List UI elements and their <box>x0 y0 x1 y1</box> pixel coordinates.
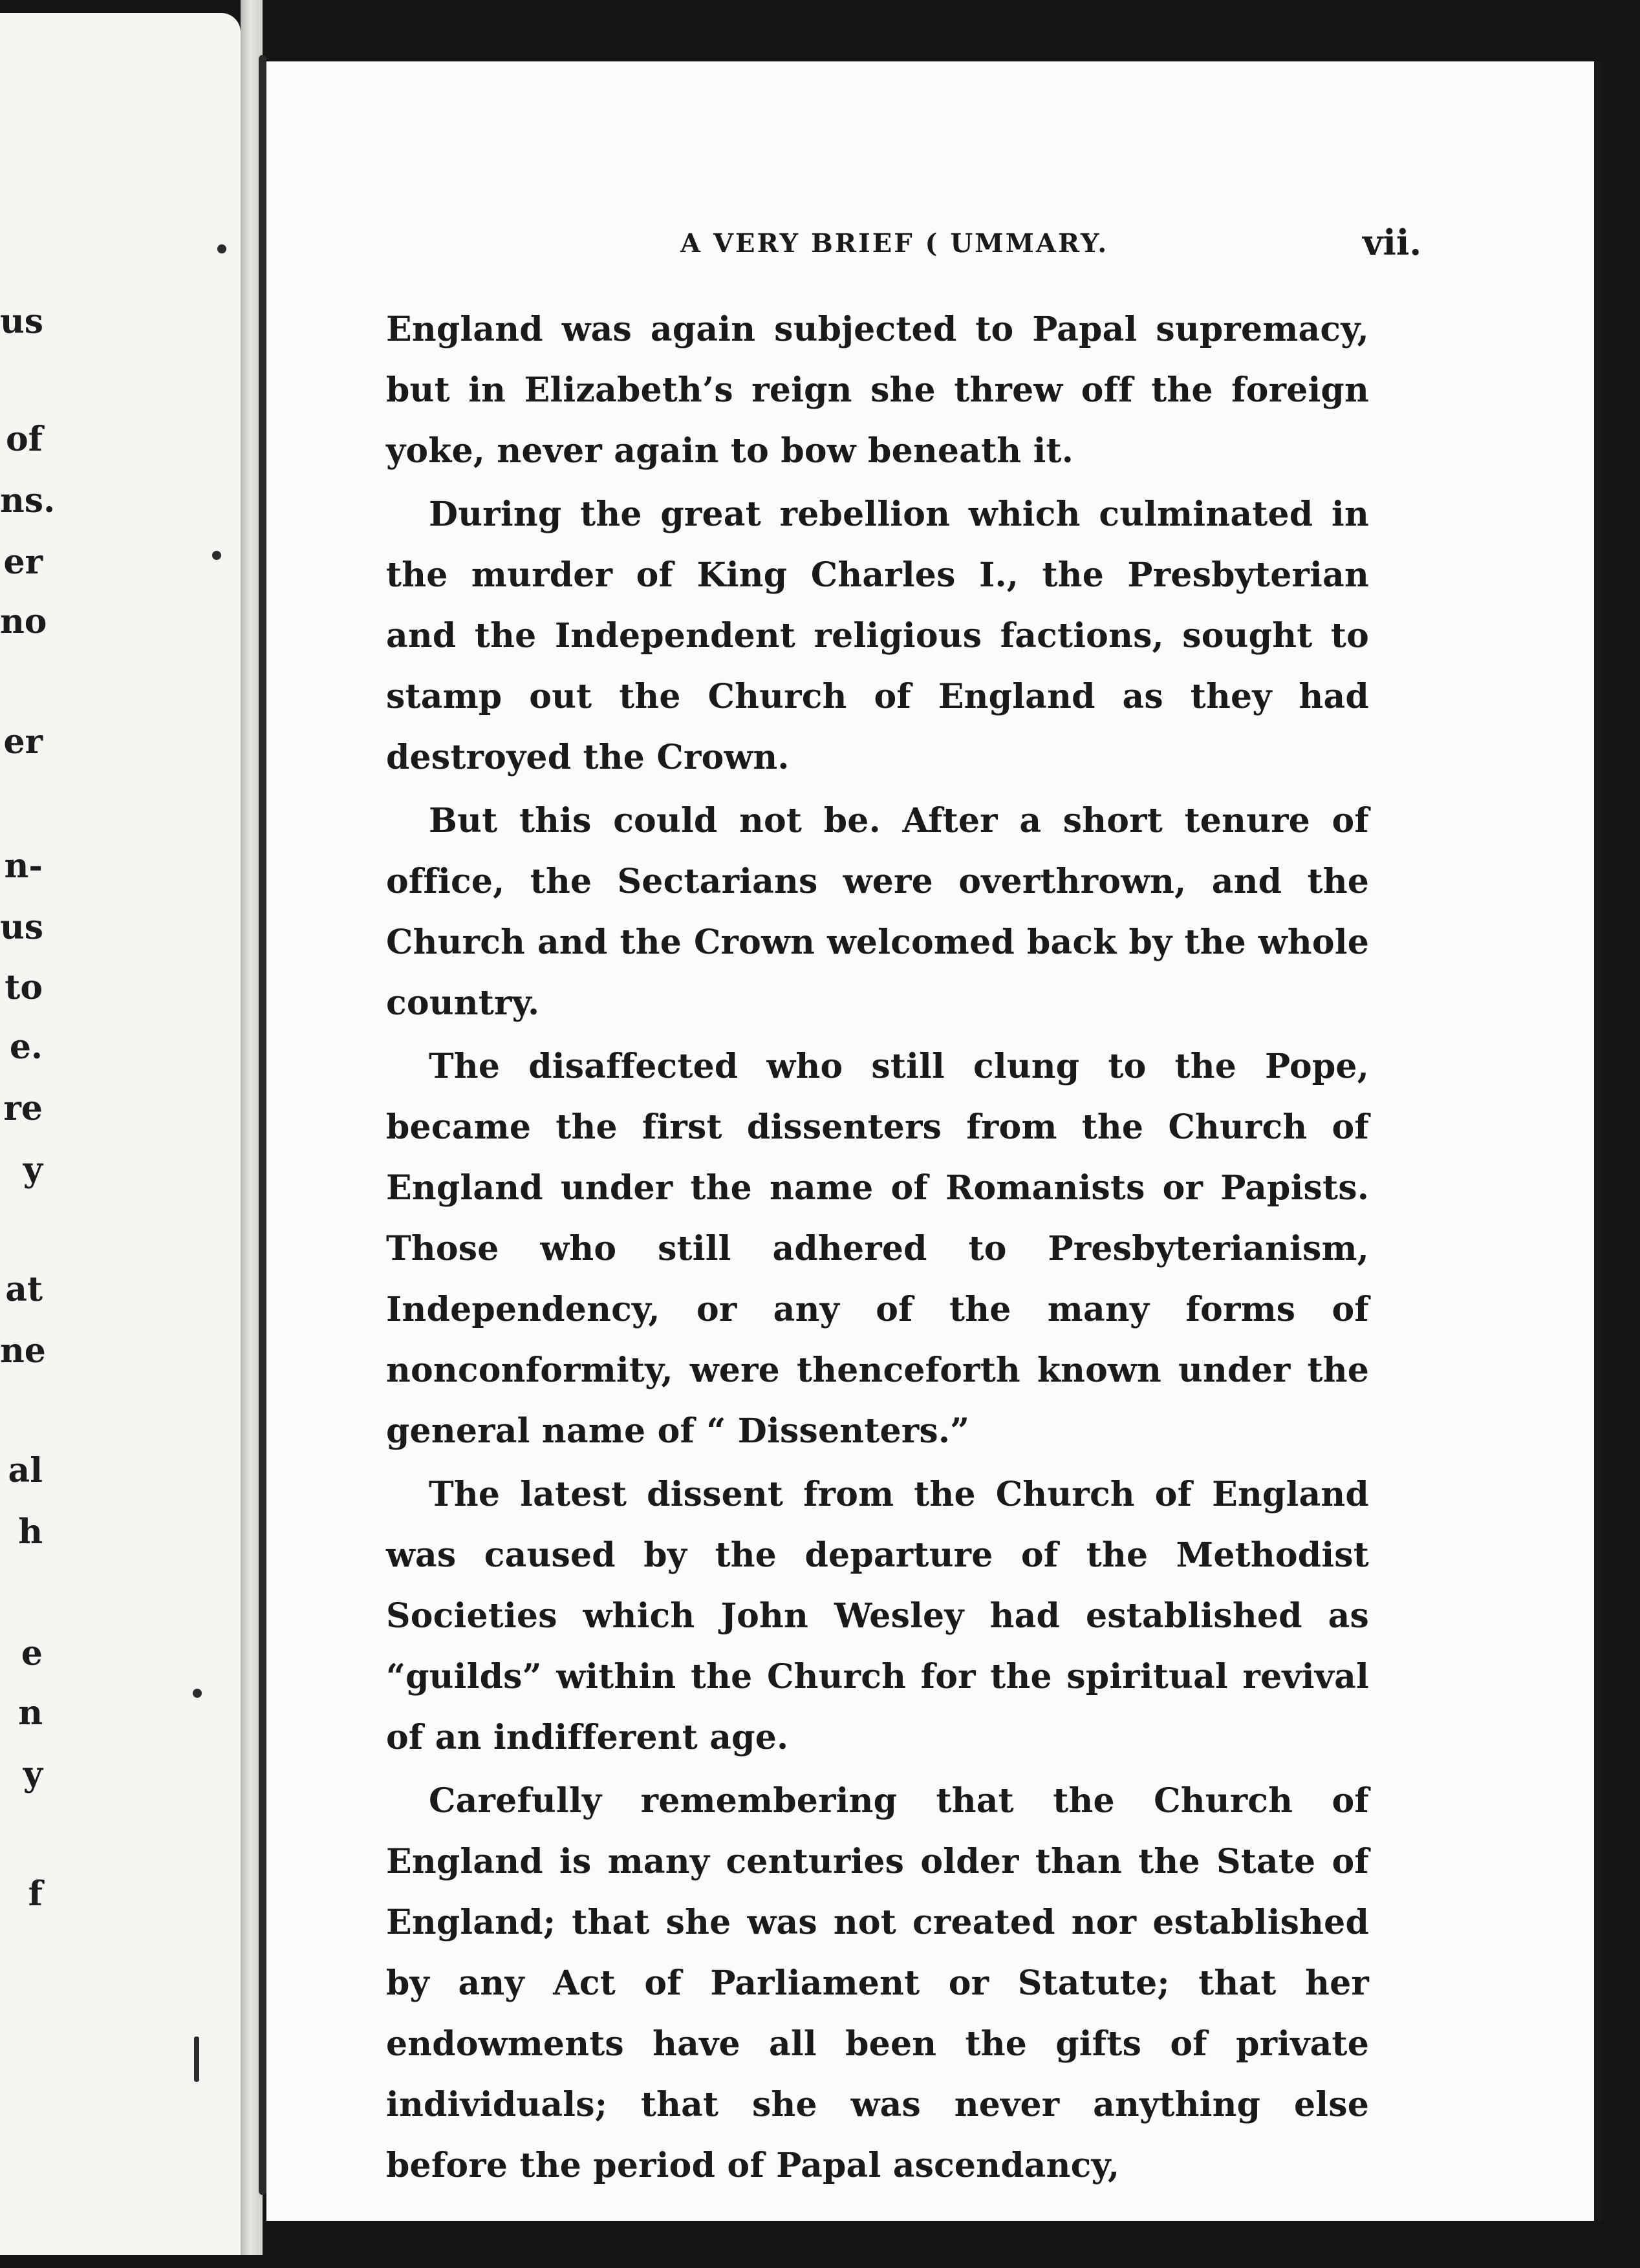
book-page <box>266 61 1602 2221</box>
edge-fragment: n <box>18 1693 43 1733</box>
edge-fragment: to <box>5 968 43 1007</box>
gutter-shadow-line <box>259 55 266 2195</box>
edge-fragment: h <box>18 1512 43 1552</box>
edge-fragment: ne <box>0 1331 46 1371</box>
margin-speck <box>193 1689 202 1698</box>
facing-page-edge <box>0 13 241 2255</box>
running-head <box>266 222 1602 273</box>
paragraph: During the great rebellion which culminated in the murder of King Charles I., the Presbyterian and the Independent religious factions, sought to stamp out the Church of England as they had destroyed the Crown. <box>386 495 1369 777</box>
running-title: A VERY BRIEF ( UMMARY. <box>680 228 1109 259</box>
edge-fragment: ns. <box>0 481 56 520</box>
facing-page-text-fragments <box>0 13 241 2268</box>
edge-fragment: n- <box>4 846 43 886</box>
edge-fragment: f <box>28 1874 43 1914</box>
edge-fragment: er <box>3 542 43 582</box>
paragraph: The disaffected who still clung to the Pope, became the first dissenters from the Church of England under the name of Romanists or Papists. Those who still adhered to Presbyterianism, Independency, or any of the many forms of nonconformity, were thenceforth known under the general name of “ Dissenters.” <box>386 1047 1369 1451</box>
paragraph: England was again subjected to Papal supremacy, but in Elizabeth’s reign she threw off the foreign yoke, never again to bow beneath it. <box>386 310 1369 471</box>
margin-speck <box>194 2037 199 2082</box>
edge-fragment: er <box>3 722 43 762</box>
body-text <box>386 299 1369 2199</box>
edge-fragment: us <box>0 908 44 947</box>
page-number: vii. <box>1363 222 1422 263</box>
margin-speck <box>217 244 226 253</box>
edge-fragment: al <box>8 1451 43 1490</box>
margin-speck <box>212 551 221 560</box>
edge-fragment: of <box>5 420 43 459</box>
edge-fragment: us <box>0 302 44 341</box>
paragraph: The latest dissent from the Church of England was caused by the departure of the Methodist Societies which John Wesley had established as “guilds” within the Church for the spiritual revival of an indifferent age. <box>386 1475 1369 1757</box>
edge-fragment: y <box>23 1150 43 1190</box>
edge-fragment: e <box>21 1634 43 1673</box>
edge-fragment: re <box>3 1089 43 1128</box>
edge-fragment: y <box>23 1755 43 1794</box>
paragraph: But this could not be. After a short tenure of office, the Sectarians were overthrown, and the Church and the Crown welcomed back by the whole country. <box>386 801 1369 1023</box>
edge-fragment: at <box>5 1270 43 1309</box>
edge-fragment: e. <box>9 1027 43 1067</box>
paragraph: Carefully remembering that the Church of England is many centuries older than the State of England; that she was not created nor established by any Act of Parliament or Statute; that her endowments have all been the gifts of private individuals; that she was never anything else before the period of Papal ascendancy, <box>386 1781 1369 2185</box>
edge-fragment: no <box>0 602 47 641</box>
